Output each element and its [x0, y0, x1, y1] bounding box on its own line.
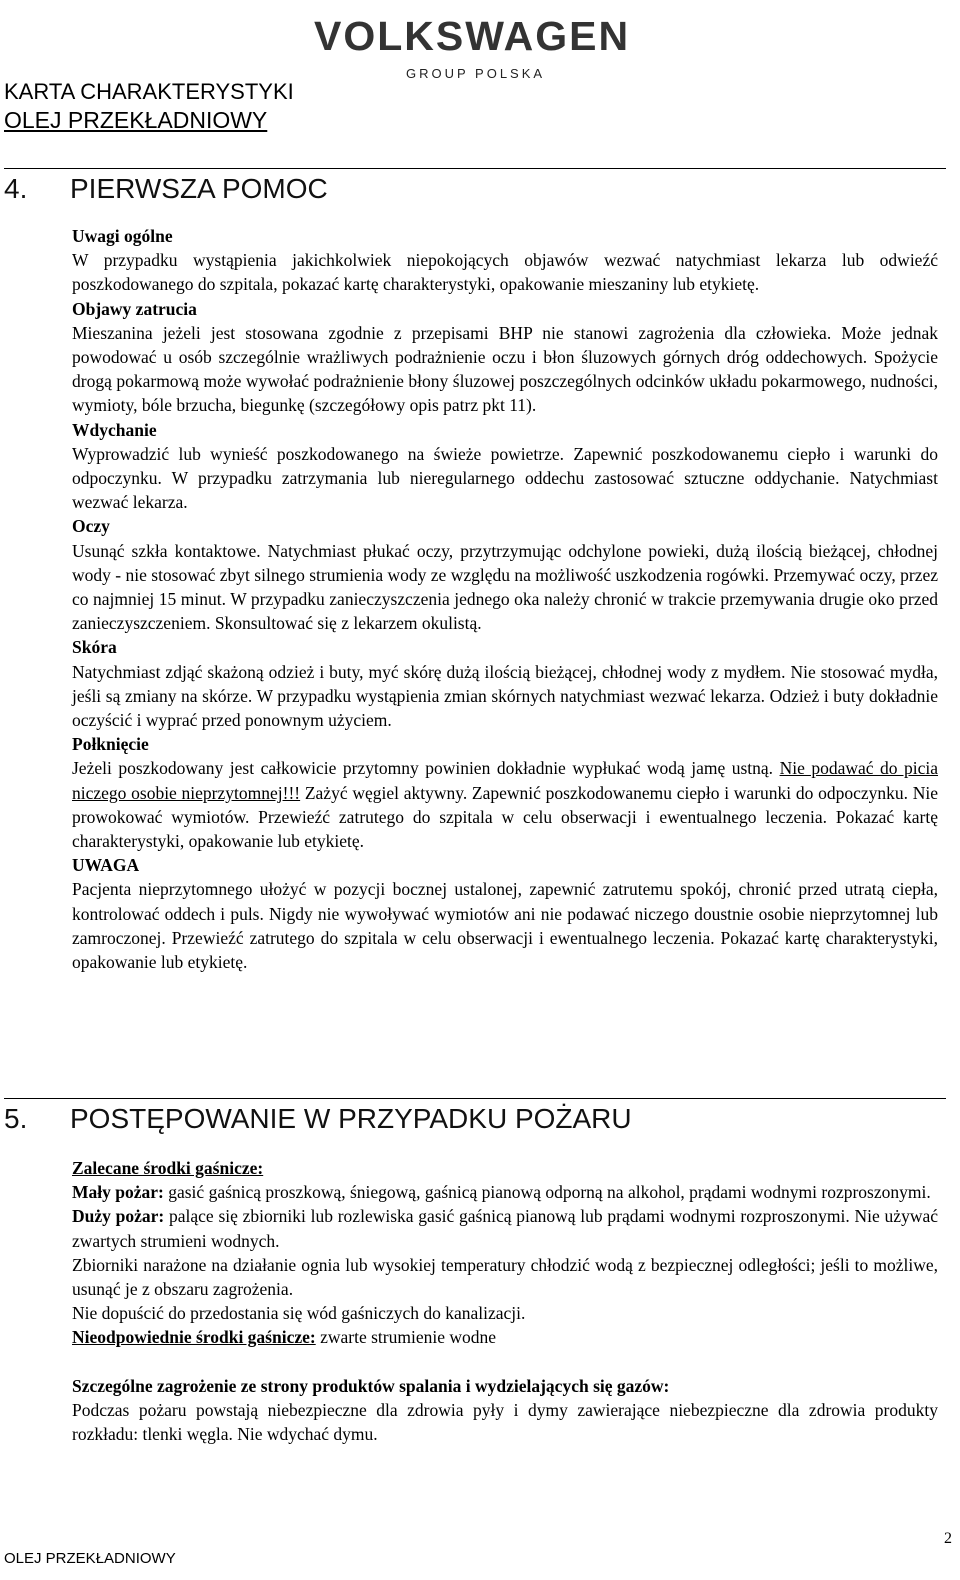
special-hazards-heading: Szczególne zagrożenie ze strony produktów spalania i wydzielających się gazów: [72, 1375, 670, 1396]
inhalation-text: Wyprowadzić lub wynieść poszkodowanego na świeże powietrze. Zapewnić poszkodowanemu ciepło i warunki do odpoczynku. W przypadku zatrzymania lub nieregularnego oddechu zastosować sztuczne oddychanie. Natychmiast wezwać lekarza. [72, 443, 938, 513]
small-fire-text [72, 1180, 938, 1204]
skin-heading: Skóra [72, 637, 117, 658]
skin-text: Natychmiast zdjąć skażoną odzież i buty, myć skórę dużą ilością bieżącej, chłodnej wody z mydłem. Nie stosować mydła, jeśli są zmiany na skórze. W przypadku wystąpienia zmian skórnych natychmiast wezwać lekarza. Odzież i buty dokładnie oczyścić i wyprać przed ponownym użyciem. [72, 661, 938, 731]
brand-logo [314, 14, 630, 81]
ingestion-text [72, 756, 938, 853]
section-5-heading [4, 1098, 946, 1135]
recommended-agents-heading: Zalecane środki gaśnicze: [72, 1158, 264, 1178]
section-5-body [72, 1156, 938, 1446]
brand-subtitle: GROUP POLSKA [406, 66, 546, 81]
small-fire-label: Mały pożar: [72, 1182, 164, 1203]
section-5-number: 5. [4, 1103, 28, 1134]
section-4-heading [4, 168, 946, 205]
ingestion-text-part1: Jeżeli poszkodowany jest całkowicie przytomny powinien dokładnie wypłukać wodą jamę ustną. [72, 758, 780, 779]
large-fire-desc: palące się zbiorniki lub rozlewiska gasić gaśnicą pianową lub prądami wodnymi rozproszonymi. Nie używać zwartych strumieni wodnych. [72, 1206, 938, 1251]
section-4-body [72, 224, 938, 974]
small-fire-desc: gasić gaśnicą proszkową, śniegową, gaśnicą pianową odporną na alkohol, prądami wodnymi rozproszonymi. [163, 1182, 931, 1203]
inhalation-heading: Wdychanie [72, 419, 157, 440]
general-notes-text: W przypadku wystąpienia jakichkolwiek niepokojących objawów wezwać natychmiast lekarza lub odwieźć poszkodowanego do szpitala, pokazać kartę charakterystyki, opakowanie mieszaniny lub etykietę. [72, 250, 938, 295]
general-notes-heading: Uwagi ogólne [72, 226, 173, 246]
unsuitable-agents-label: Nieodpowiednie środki gaśnicze: [72, 1327, 316, 1348]
unsuitable-agents-desc: zwarte strumienie wodne [315, 1327, 496, 1348]
large-fire-text [72, 1204, 938, 1252]
symptoms-heading: Objawy zatrucia [72, 298, 197, 319]
ingestion-warning: Nie podawać do picia niczego osobie nieprzytomnej!!! [72, 758, 939, 803]
unsuitable-agents-text [72, 1325, 938, 1349]
attention-text: Pacjenta nieprzytomnego ułożyć w pozycji bocznej ustalonej, zapewnić zatrutemu spokój, chronić przed utratą ciepła, kontrolować oddech i puls. Nigdy nie wywoływać wymiotów ani nie podawać niczego doustnie osobie nieprzytomnej lub zamroczonej. Przewieźć zatrutego do szpitala w celu obserwacji i ewentualnego leczenia. Pokazać kartę charakterystyki, opakowanie lub etykietę. [72, 879, 938, 973]
eyes-text: Usunąć szkła kontaktowe. Natychmiast płukać oczy, przytrzymując odchylone powieki, dużą ilością bieżącej, chłodnej wody - nie stosować zbyt silnego strumienia wody ze względu na możliwość uszkodzenia rogówki. Przemywać oczy, przez co najmniej 15 minut. W przypadku zanieczyszczenia jednego oka należy chronić w trakcie przemywania drugie oko przed zanieczyszczeniem. Skonsultować się z lekarzem okulistą. [72, 540, 938, 634]
product-name: OLEJ PRZEKŁADNIOWY [4, 107, 268, 133]
large-fire-label: Duży pożar: [72, 1206, 165, 1227]
document-header [4, 78, 294, 134]
drainage-text: Nie dopuścić do przedostania się wód gaśniczych do kanalizacji. [72, 1303, 526, 1324]
special-hazards-text: Podczas pożaru powstają niebezpieczne dla zdrowia pyły i dymy zawierające niebezpieczne dla zdrowia produkty rozkładu: tlenki węgla. Nie wdychać dymu. [72, 1399, 938, 1445]
footer-product: OLEJ PRZEKŁADNIOWY [4, 1550, 176, 1567]
document-type: KARTA CHARAKTERYSTYKI [4, 79, 294, 104]
section-5-title: POSTĘPOWANIE W PRZYPADKU POŻARU [70, 1103, 632, 1134]
symptoms-text: Mieszanina jeżeli jest stosowana zgodnie z przepisami BHP nie stanowi zagrożenia dla człowieka. Może jednak powodować u osób szczególnie wrażliwych podrażnienie oczu i błon śluzowych górnych dróg oddechowych. Spożycie drogą pokarmową może wywołać podrażnienie błony śluzowej poszczególnych odcinków układu pokarmowego, nudności, wymioty, bóle brzucha, biegunkę (szczegółowy opis patrz pkt 11). [72, 322, 938, 416]
section-4-number: 4. [4, 173, 28, 204]
ingestion-text-part2: Zażyć węgiel aktywny. Zapewnić poszkodowanemu ciepło i warunki do odpoczynku. Nie prowokować wymiotów. Przewieźć zatrutego do szpitala w celu obserwacji i ewentualnego leczenia. Pokazać kartę charakterystyki, opakowanie lub etykietę. [72, 782, 938, 852]
ingestion-heading: Połknięcie [72, 734, 149, 755]
brand-name: VOLKSWAGEN [314, 13, 631, 59]
page-number: 2 [944, 1530, 952, 1547]
containers-text: Zbiorniki narażone na działanie ognia lub wysokiej temperatury chłodzić wodą z bezpiecznej odległości; jeśli to możliwe, usunąć je z obszaru zagrożenia. [72, 1254, 938, 1300]
spacer [72, 1350, 938, 1374]
attention-heading: UWAGA [72, 855, 140, 876]
eyes-heading: Oczy [72, 516, 110, 537]
section-4-title: PIERWSZA POMOC [70, 173, 328, 204]
